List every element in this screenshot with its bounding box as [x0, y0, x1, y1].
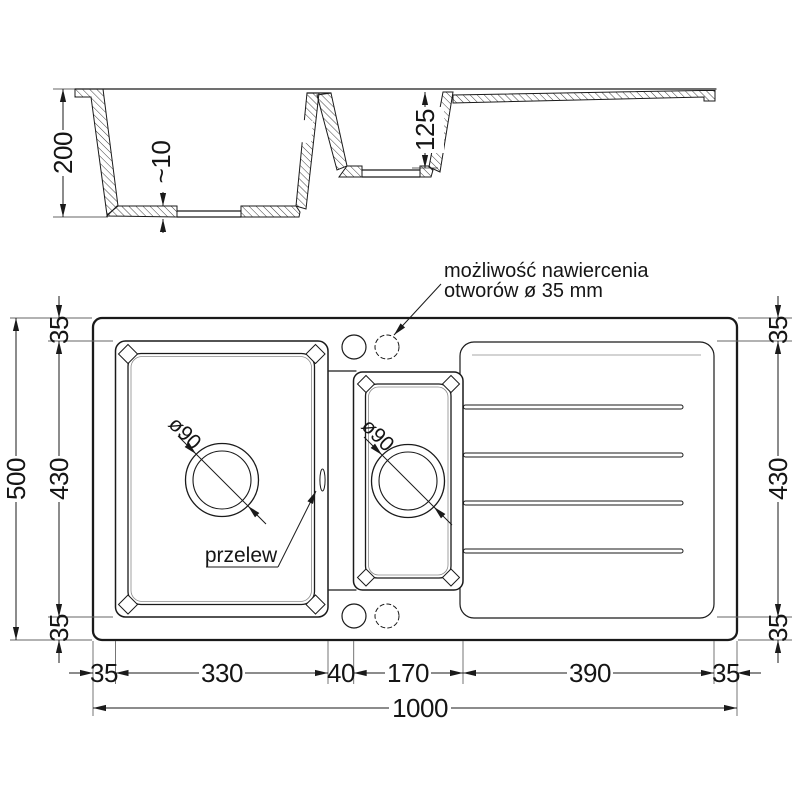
dim-total-width-label: 1000: [392, 693, 448, 723]
drill-note-line1: możliwość nawiercenia: [444, 260, 649, 282]
drill-note: [394, 260, 649, 335]
dim-main-bowl-label: 330: [201, 658, 243, 688]
drainer-groove: [464, 405, 684, 409]
dim-divider-label: 40: [327, 658, 355, 688]
dim-depth-main-label: 200: [48, 132, 78, 174]
main-bowl: [116, 341, 329, 617]
overflow-slot: [320, 469, 325, 491]
faucet-hole-bottom: [342, 604, 366, 628]
dim-small-bowl-label: 170: [387, 658, 429, 688]
drainer-groove: [464, 549, 684, 553]
drill-note-leader: [394, 284, 441, 335]
main-drain-diameter-label: ø90: [163, 412, 206, 455]
plan-view: [93, 260, 737, 640]
dim-bottom-rim-left-label: 35: [44, 614, 74, 642]
dim-bottom-rim-right-label: 35: [763, 614, 793, 642]
dim-top-rim-right-label: 35: [763, 316, 793, 344]
overflow-label: przelew: [204, 544, 278, 567]
main-bowl-outer: [116, 341, 329, 617]
section-drainer-slab: [453, 91, 715, 104]
optional-hole-bottom: [375, 604, 399, 628]
section-main-floor-right: [241, 206, 300, 217]
section-overflow-gap-main: [301, 120, 313, 144]
dim-left-rim-label: 35: [90, 658, 118, 688]
section-small-left-wall: [317, 93, 347, 170]
dim-floor-thickness-label: ~10: [146, 140, 176, 184]
dim-right-rim-label: 35: [712, 658, 740, 688]
drainer-groove: [464, 453, 684, 457]
small-drain-diameter-label: ø90: [356, 414, 399, 457]
dim-drainer-label: 390: [569, 658, 611, 688]
optional-hole-top: [375, 335, 399, 359]
section-partition-left-wall: [296, 93, 319, 209]
dim-depth-small-label: 125: [410, 109, 440, 151]
drainer-grooves: [464, 405, 684, 553]
drainer-board: [460, 342, 714, 618]
drill-note-line2: otworów ø 35 mm: [444, 280, 603, 302]
faucet-hole-top: [342, 335, 366, 359]
drainer-groove: [464, 501, 684, 505]
cross-section-view: [48, 89, 716, 233]
section-main-floor-left: [107, 206, 177, 217]
dim-total-height-label: 500: [1, 458, 31, 500]
dim-basin-zone-left-label: 430: [44, 458, 74, 500]
dim-basin-zone-right-label: 430: [763, 458, 793, 500]
dim-top-rim-left-label: 35: [44, 316, 74, 344]
